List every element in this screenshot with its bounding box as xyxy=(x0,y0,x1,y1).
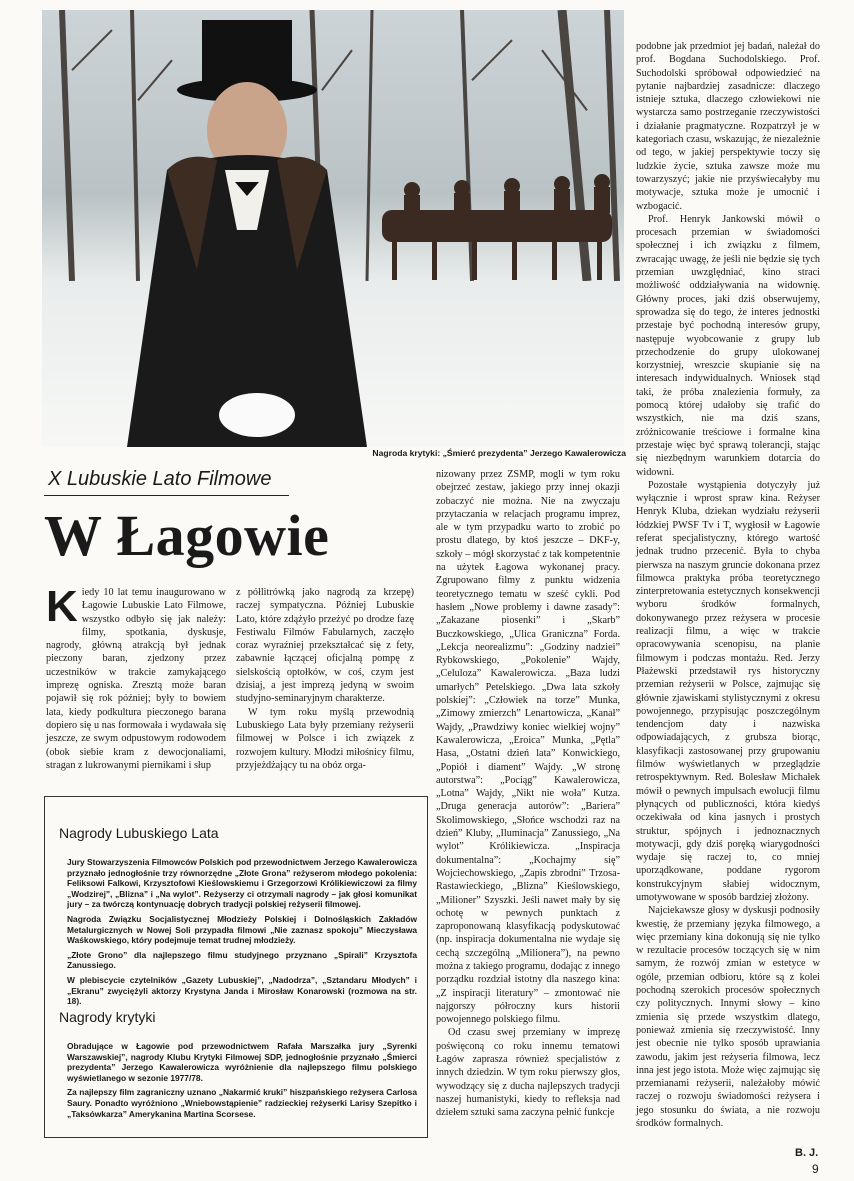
photo-caption: Nagroda krytyki: „Śmierć prezydenta” Jerzego Kawalerowicza xyxy=(372,448,626,458)
article-column-3 xyxy=(436,468,620,1120)
critic-awards-heading: Nagrody krytyki xyxy=(59,1009,156,1025)
article-kicker: X Lubuskie Lato Filmowe xyxy=(48,468,272,490)
article-paragraph: Kiedy 10 lat temu inaugurowano w Łagowie Lubuskie Lato Filmowe, wszystko odbyło się jak należy: filmy, spotkania, dyskusje, nagrody, główną atrakcją był jednak pieczony baran, zjedzony przez uczestników w trakcie zamykającego imprezę ogniska. Zresztą może baran pojawił się rok później; były to bowiem lata, kiedy podkultura pieczonego barana dopiero się u nas formowała i wydawała się jeszcze, ze swym odpustowym rodowodem (obok siebie kram z dewocjonaliami, stragan z lukrowanymi piernikami i słup xyxy=(46,582,226,771)
awards-paragraph: Jury Stowarzyszenia Filmowców Polskich pod przewodnictwem Jerzego Kawalerowicza przyznało jednogłośnie trzy równorzędne „Złote Grona” reżyserom młodego pokolenia: Feliksowi Falkowi, Krzysztofowi Kieślowskiemu i Grzegorzowi Królikiewiczowi za filmy „Wodzirej”, „Blizna” i „Na wylot”. Reżyserzy ci otrzymali nagrody – jak głosi komunikat jury – za twórczą kontynuację dobrych tradycji polskiej reżyserii filmowej. xyxy=(67,857,417,910)
article-column-2 xyxy=(236,586,414,772)
awards-sidebar-box xyxy=(44,796,428,1138)
article-paragraph: Prof. Henryk Jankowski mówił o procesach przemian w świadomości społecznej i ich związku z filmem, zwracając uwagę, że jeśli nie będzie się tych przemian uwzględniać, kino straci możliwość oddziaływania na widownię. Główny proces, jaki dziś obserwujemy, sprowadza się do tego, że interes jednostki przestaje być pochodną interesów grupy, następuje wyobcowanie z grupy lub przechodzenie do grupy ulokowanej korzystniej, wreszcie skupianie się na interesach indywidualnych. Wniosek stąd taki, że próba znalezienia formuły, za pomocą której udałoby się trafić do wszystkich, nie ma dziś szans, zróżnicowanie treściowe i formalne kina przestaje więc być sprawą tolerancji, stając się niezbędnym warunkiem dotarcia do widowni. xyxy=(636,213,820,478)
awards-heading: Nagrody Lubuskiego Lata xyxy=(59,825,219,841)
awards-paragraph: „Złote Grono” dla najlepszego filmu studyjnego przyznano „Spirali” Krzysztofa Zanussiego. xyxy=(67,949,417,971)
awards-paragraph: W plebiscycie czytelników „Gazety Lubuskiej”, „Nadodrza”, „Sztandaru Młodych” i „Ekranu” zwyciężyli aktorzy Krystyna Janda i Mirosław Konarowski (rozmowa na str. 18). xyxy=(67,974,417,1007)
kicker-divider xyxy=(44,495,289,496)
article-paragraph: podobne jak przedmiot jej badań, należał do prof. Bogdana Suchodolskiego. Prof. Suchodolski spróbował odpowiedzieć na pytanie najbardziej zasadnicze: dlaczego istnieje sztuka, dlaczego człowiekowi nie wystarcza samo postrzeganie rzeczywistości i działanie pragmatyczne. Rozpatrzył je w kategoriach czasu, wskazując, że niezależnie od tego, w jakiej perspektywie toczy się ludzkie życie, sztuka zawsze może mu towarzyszyć; jakie nie przyświecałyby mu motywacje, sztuka może je umocnić i wzbogacić. xyxy=(636,41,820,212)
article-paragraph: z półlitrówką jako nagrodą za krzepę) raczej sympatyczna. Później Lubuskie Lato, które zdążyło przeżyć po drodze fazę Festiwalu Filmów Fabularnych, zaczęło coraz wyraźniej przekształcać się z fety, zabawnie łączącej oficjalną pompę z sielskością optołków, w coś, czym jest dzisiaj, a jest imprezą jedyną w swoim studyjno-seminaryjnym charakterze. xyxy=(236,587,414,705)
horse-riders-illustration xyxy=(372,170,622,280)
article-paragraph: Pozostałe wystąpienia dotyczyły już wyłącznie i wprost spraw kina. Reżyser Henryk Kluba, dziekan wydziału reżyserii łódzkiej PWSF Tv i T, wygłosił w Łagowie referat specjalistyczny, którego wartość jednak trudno przecenić. Była to chyba pierwsza na naszym gruncie dokonana przez filmowca praktyka próba teoretycznego zinterpretowania estetycznych konsekwencji wyboru środków formalnych, dokonywanego przez reżysera w procesie realizacji filmu, a więc w trakcie opracowywania scenopisu, na planie filmowym i podczas montażu. Red. Jerzy Płażewski przedstawił rys historyczny przemian reżyserii w Polsce, zajmując się głównie zjawiskami stylistycznymi z okresu powojennego, przypisując poszczególnym tendencjom daty i nazwiska odpowiadających, z grubsza biorąc, klasyfikacji zastosowanej przy grupowaniu filmów wyświetlanych w przeglądzie retrospektywnym. Red. Bolesław Michałek mówił o pewnych impulsach ewolucji filmu płynących od publiczności, która kiedyś oczekiwała od kina jasnych i prostych struktur, spójnych i jednoznacznych motywacji, gdy dziś poręką wiarygodności wydaje się raczej to, co mniej uporządkowane, poddane rygorom konstrukcyjnym słabiej widocznym, umotywowane w sposób bardziej złożony. xyxy=(636,479,820,903)
critic-paragraph: Za najlepszy film zagraniczny uznano „Nakarmić kruki” hiszpańskiego reżysera Carlosa Saury. Ponadto wyróżniono „Wniebowstąpienie” radzieckiej reżyserki Larisy Szepitko i „Taksówkarza” Amerykanina Martina Scorsese. xyxy=(67,1087,417,1119)
article-headline: W Łagowie xyxy=(44,503,330,568)
page-number: 9 xyxy=(812,1162,819,1176)
article-photo xyxy=(42,10,624,447)
drop-cap: K xyxy=(46,582,78,631)
article-paragraph: Najciekawsze głosy w dyskusji podnosiły kwestię, że przemiany języka filmowego, a więc przemiany kina dokonują się nie tylko w rezultacie procesów toczących się w nim samym, że rozwój zmian w estetyce w ogóle, przemian odbioru, które są z kolei pochodną szerokich procesów społecznych czy politycznych. Innymi słowy – kino zmienia się przede wszystkim dlatego, ponieważ zmienia się rzeczywistość. Inny jest obecnie nie tylko sposób uprawiania zawodu, jakim jest reżyseria filmowa, lecz inna jest jego istota. Może więc zajmując się przemianami reżyserii, należałoby mówić raczej o rozwoju świadomości reżysera i jego stosunku do świata, a nie rozwoju środków formalnych. xyxy=(636,905,820,1130)
article-paragraph: nizowany przez ZSMP, mogli w tym roku obejrzeć zestaw, jakiego przy innej okazji zobaczyć nie można. Nie na zwyczaju przytaczania w relacjach programu imprez, ale w tym przypadku warto to zrobić po prostu dlatego, by ktoś jeszcze – DKF-y, szkoły – mógł skorzystać z tak kompetentnie na użytek Łagowa wykonanej pracy. Zgrupowano filmy z punktu widzenia teoretycznego tematu w sześć cykli. Pod hasłem „Nowe problemy i dawne zasady”: „Zakazane piosenki” i „Skarb” Buczkowskiego, „Ulica Graniczna” Forda. „Lekcja neorealizmu”: „Godziny nadziei” Rybkowskiego, „Pokolenie” Wajdy, „Celuloza” Kawalerowicza. „Baza ludzi umarłych” Petelskiego. „Dwa lata szkoły polskiej”: „Człowiek na torze” Munka, „Zimowy zmierzch” Lenartowicza, „Kanał” Wajdy, „Prawdziwy koniec wielkiej wojny” Kawalerowicza, „Eroica” Munka, „Pętla” Hasa, „Ostatni dzień lata” Konwickiego, „Popiół i diament” Wajdy. „W stronę autorstwa”: „Pociąg” Kawalerowicza, „Lotna” Wajdy, „Nikt nie woła” Kutza. „Druga generacja autorów”: „Bariera” Skolimowskiego, „Słońce wschodzi raz na dzień” Kluby, „Iluminacja” Zanussiego, „Na wylot” Królikiewicza. „Inspiracja dokumentalna”: „Kochajmy się” Wojciechowskiego, „Zapis zbrodni” Trzosa-Rastawieckiego, „Blizna” Kieślowskiego, „Milioner” Szyszki. Jeśli nawet mały by się ochotę w pewnych punktach z zaproponowaną klasyfikacją podyskutować (np. inspiracja dokumentalna nie wydaje się cechą szczególną „Milionera”), na pewno można z takiego programu, dodając z innego porządku rozdział istotny dla naszego kina: „Z inspiracji literatury” – zmontować nie najgorszy półroczny kurs historii powojennego polskiego filmu. xyxy=(436,469,620,1026)
article-paragraph: Od czasu swej przemiany w imprezę poświęconą co roku innemu tematowi Łagów zaprasza również specjalistów z innych dziedzin. W tym roku pierwszy głos, wywodzący się z ducha najlepszych tradycji naszej humanistyki, kiedy to refleksja nad dziełem sztuki sama zaczyna pełnić funkcje xyxy=(436,1027,620,1119)
awards-paragraph: Nagroda Związku Socjalistycznej Młodzieży Polskiej i Dolnośląskich Zakładów Metalurgicznych w Nowej Soli przypadła filmowi „Nie zaznasz spokoju” Mieczysława Waśkowskiego, który podejmuje temat trudnej młodzieży. xyxy=(67,913,417,946)
man-in-top-hat-illustration xyxy=(127,20,387,447)
critic-awards-text xyxy=(67,1041,417,1119)
article-column-1 xyxy=(46,582,226,772)
critic-paragraph: Obradujące w Łagowie pod przewodnictwem Rafała Marszałka jury „Syrenki Warszawskiej”, nagrody Klubu Krytyki Filmowej SDP, jednogłośnie przyznało „Śmierci prezydenta” Jerzego Kawalerowicza wyróżnienie dla najlepszego filmu polskiego wyświetlanego w sezonie 1977/78. xyxy=(67,1041,417,1083)
awards-text xyxy=(67,857,417,1007)
article-column-4 xyxy=(636,40,820,1130)
author-signature: B. J. xyxy=(795,1147,819,1159)
article-paragraph: W tym roku myślą przewodnią Lubuskiego Lata były przemiany reżyserii filmowej w Polsce i ich związek z rozwojem kultury. Młodzi miłośnicy filmu, przyjeżdżający tu na obóz orga- xyxy=(236,706,414,771)
